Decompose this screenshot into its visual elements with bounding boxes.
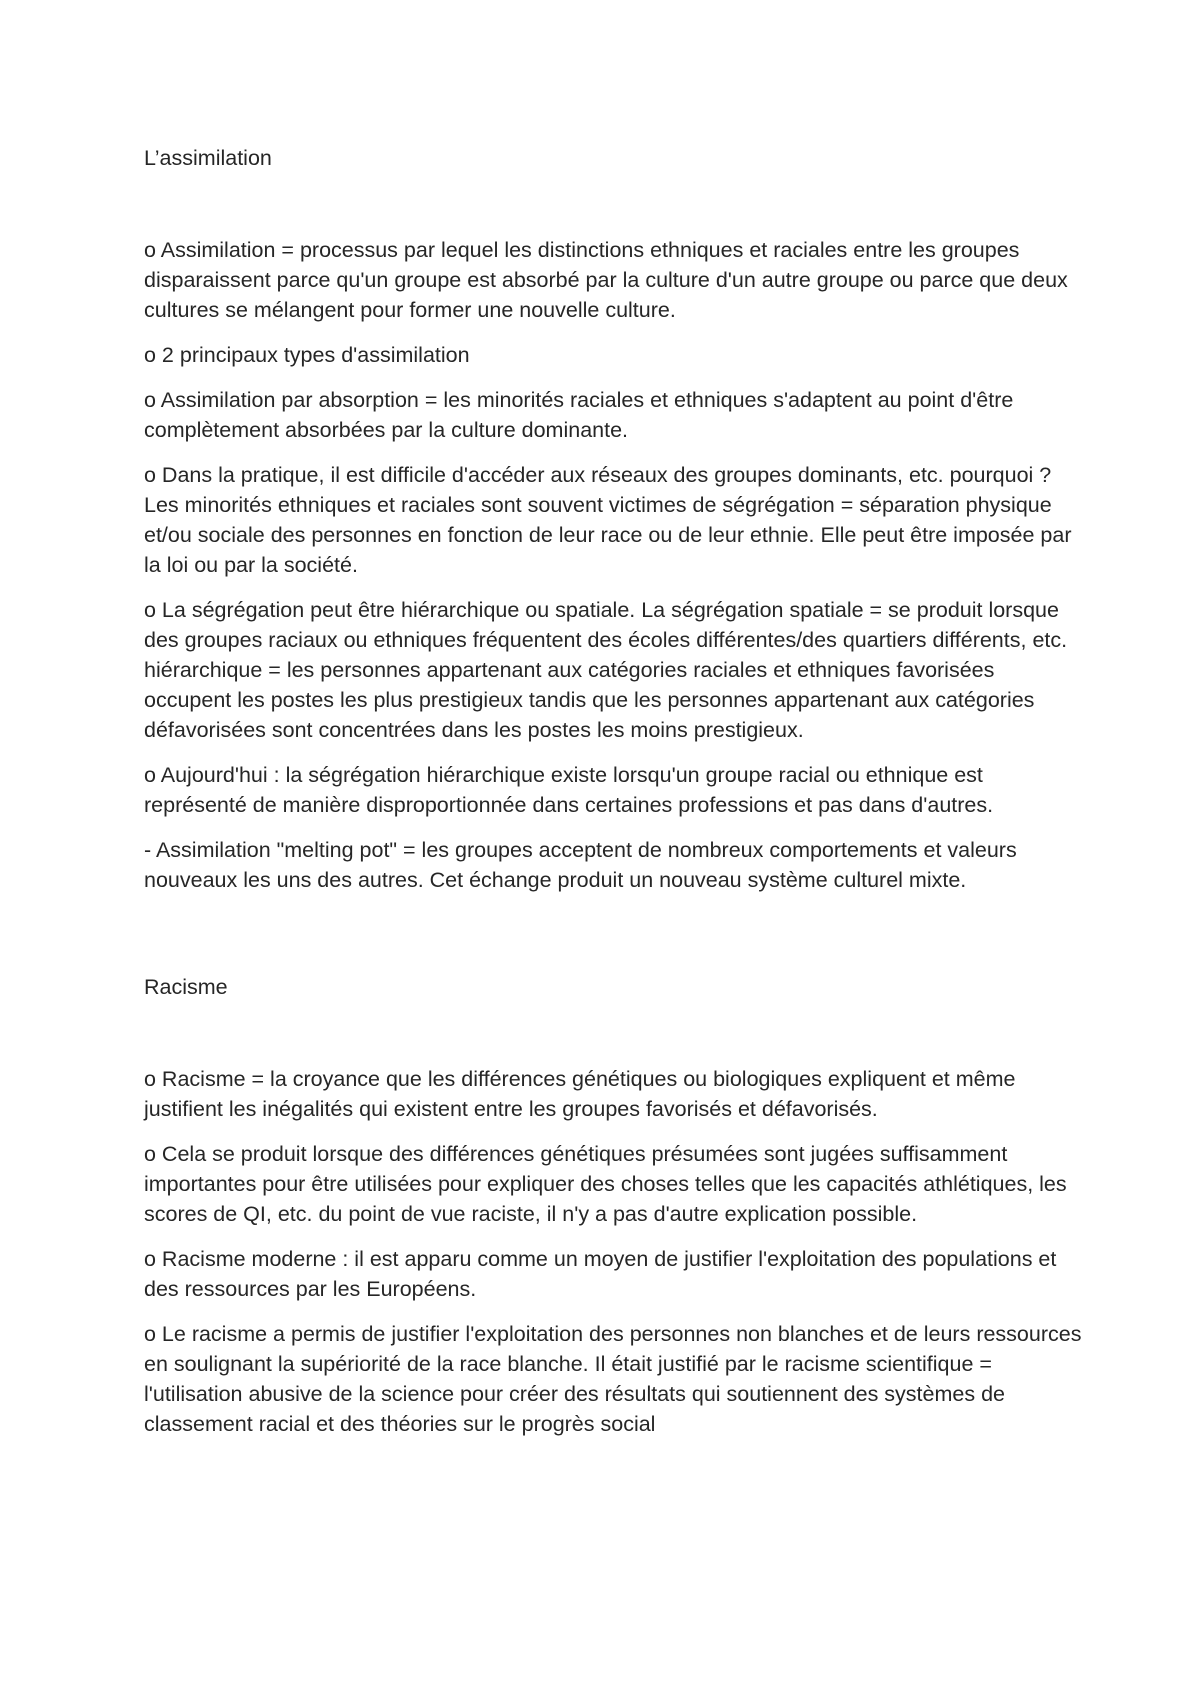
spacer xyxy=(144,1002,1084,1064)
paragraph: o Racisme = la croyance que les différences génétiques ou biologiques expliquent et même justifient les inégalités qui existent entre les groupes favorisés et défavorisés. xyxy=(144,1067,1016,1121)
section-heading-assimilation: L’assimilation xyxy=(144,146,272,170)
section-heading-racisme: Racisme xyxy=(144,975,228,999)
document-content xyxy=(144,143,1084,1454)
paragraph: o Racisme moderne : il est apparu comme un moyen de justifier l'exploitation des populations et des ressources par les Européens. xyxy=(144,1247,1057,1301)
paragraph: - Assimilation "melting pot" = les groupes acceptent de nombreux comportements et valeurs nouveaux les uns des autres. Cet échange produit un nouveau système culturel mixte. xyxy=(144,838,1017,892)
paragraph: o Assimilation = processus par lequel les distinctions ethniques et raciales entre les groupes disparaissent parce qu'un groupe est absorbé par la culture d'un autre groupe ou parce que deux cultures se mélangent pour former une nouvelle culture. xyxy=(144,238,1068,322)
spacer xyxy=(144,910,1084,972)
paragraph: o La ségrégation peut être hiérarchique ou spatiale. La ségrégation spatiale = se produit lorsque des groupes raciaux ou ethniques fréquentent des écoles différentes/des quartiers différents, etc. hiérarchique = les personnes appartenant aux catégories raciales et ethniques favorisées occupent les postes les plus prestigieux tandis que les personnes appartenant aux catégories défavorisées sont concentrées dans les postes les moins prestigieux. xyxy=(144,598,1068,742)
paragraph: o Cela se produit lorsque des différences génétiques présumées sont jugées suffisamment importantes pour être utilisées pour expliquer des choses telles que les capacités athlétiques, les scores de QI, etc. du point de vue raciste, il n'y a pas d'autre explication possible. xyxy=(144,1142,1067,1226)
paragraph: o Assimilation par absorption = les minorités raciales et ethniques s'adaptent au point d'être complètement absorbées par la culture dominante. xyxy=(144,388,1014,442)
paragraph: o Le racisme a permis de justifier l'exploitation des personnes non blanches et de leurs ressources en soulignant la supériorité de la race blanche. Il était justifié par le racisme scientifique = l'utilisation abusive de la science pour créer des résultats qui soutiennent des systèmes de classement racial et des théories sur le progrès social xyxy=(144,1322,1082,1436)
paragraph: o Aujourd'hui : la ségrégation hiérarchique existe lorsqu'un groupe racial ou ethnique est représenté de manière disproportionnée dans certaines professions et pas dans d'autres. xyxy=(144,763,994,817)
paragraph: o 2 principaux types d'assimilation xyxy=(144,343,470,367)
paragraph: o Dans la pratique, il est difficile d'accéder aux réseaux des groupes dominants, etc. pourquoi ? Les minorités ethniques et raciales sont souvent victimes de ségrégation = séparation physique et/ou sociale des personnes en fonction de leur race ou de leur ethnie. Elle peut être imposée par la loi ou par la société. xyxy=(144,463,1072,577)
spacer xyxy=(144,173,1084,235)
